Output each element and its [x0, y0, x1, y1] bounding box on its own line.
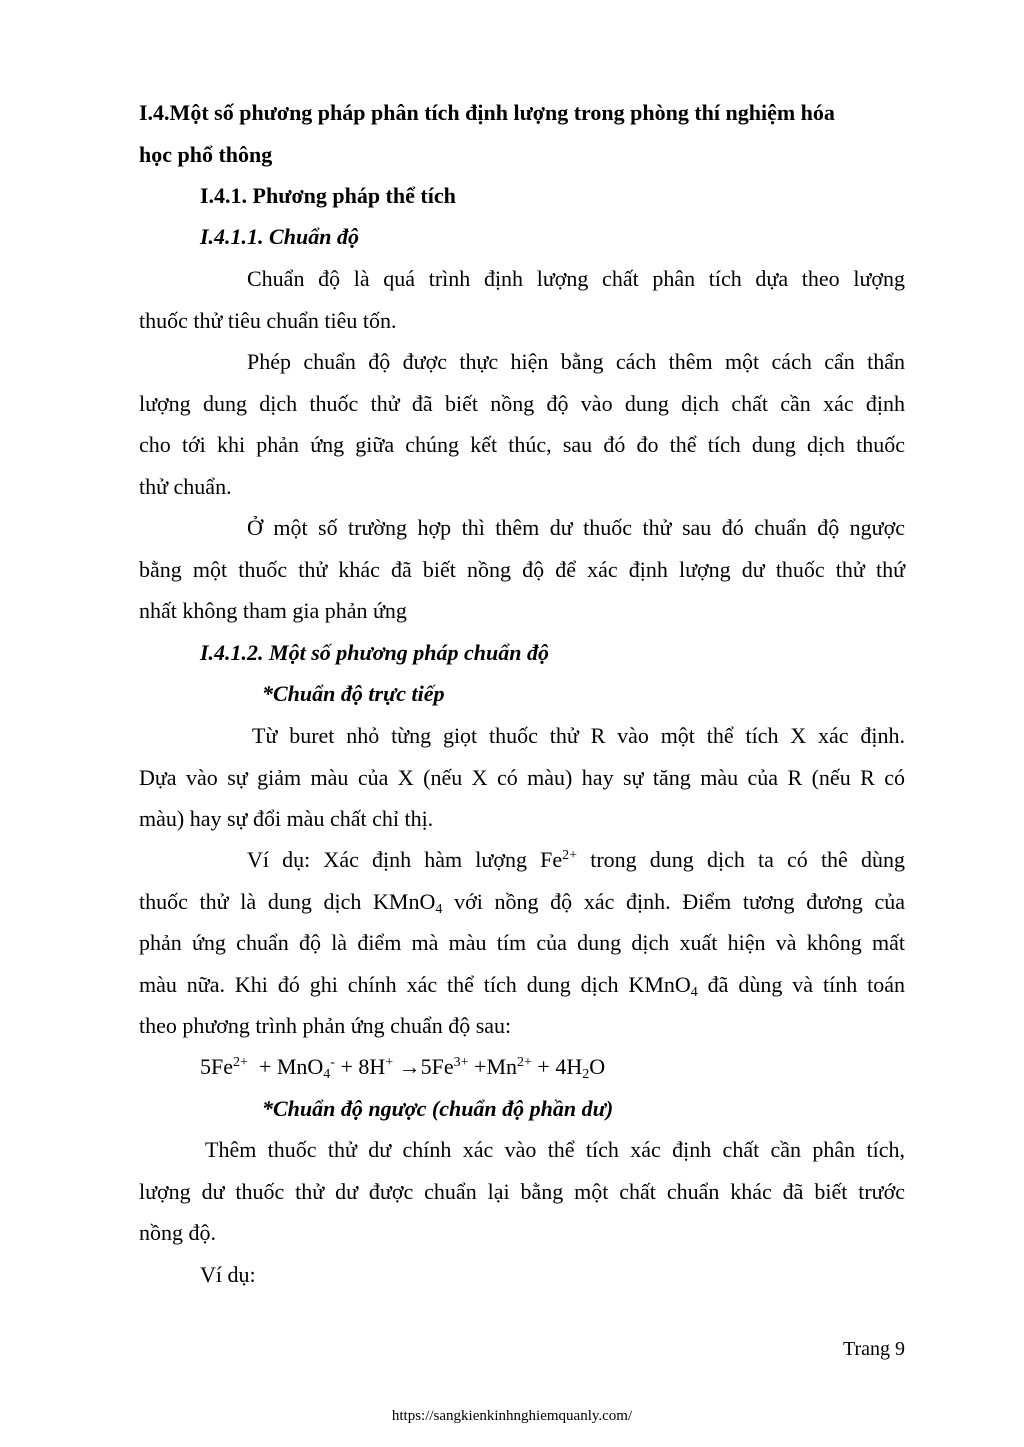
paragraph-line: lượng dư thuốc thử dư được chuẩn lại bằng một chất chuẩn khác đã biết trước	[139, 1178, 905, 1204]
section-heading-i411: I.4.1.1. Chuẩn độ	[200, 224, 359, 249]
section-heading-i412: I.4.1.2. Một số phương pháp chuẩn độ	[200, 640, 549, 665]
paragraph-line: thuốc thử tiêu chuẩn tiêu tốn.	[139, 307, 397, 333]
arrow-icon: →	[393, 1054, 421, 1079]
heading-line: học phổ thông	[139, 141, 273, 167]
paragraph-procedure	[139, 341, 905, 507]
paragraph-line: Ở một số trường hợp thì thêm dư thuốc thử sau đó chuẩn độ ngược	[247, 515, 905, 540]
paragraph-line: Ví dụ: Xác định hàm lượng $Fe^{2+}$ trong dung dịch ta có thê dùng	[247, 847, 905, 872]
paragraph-line: nồng độ.	[139, 1220, 216, 1245]
paragraph-line: nhất không tham gia phản ứng	[139, 598, 407, 623]
paragraph-line: Phép chuẩn độ được thực hiện bằng cách thêm một cách cẩn thẩn	[247, 349, 905, 374]
paragraph-line: cho tới khi phản ứng giữa chúng kết thúc, sau đó đo thể tích dung dịch thuốc	[139, 432, 905, 457]
page-number: Trang 9	[842, 1338, 905, 1360]
paragraph-back-titration	[139, 1129, 905, 1254]
footer-url: https://sangkienkinhnghiemquanly.com/	[391, 1408, 633, 1424]
paragraph-back-titration-note	[139, 507, 905, 632]
paragraph-definition	[139, 258, 905, 341]
paragraph-line: phản ứng chuẩn độ là điểm mà màu tím của dung dịch xuất hiện và không mất	[139, 930, 905, 955]
paragraph-line: lượng dung dịch thuốc thử đã biết nồng độ vào dung dịch chất cần xác định	[139, 390, 905, 416]
section-heading-i41: I.4.1. Phương pháp thể tích	[200, 183, 456, 208]
reaction-equation: $5Fe^{2+} + MnO_4^- + 8H^+ \to 5Fe^{3+} +Mn^{2+} + 4H_2O$	[200, 1054, 606, 1082]
paragraph-line: màu nữa. Khi đó ghi chính xác thể tích dung dịch KMnO$_4$ đã dùng và tính toán	[139, 971, 905, 1000]
paragraph-direct-titration	[139, 715, 905, 840]
paragraph-line: màu) hay sự đổi màu chất chỉ thị.	[139, 806, 434, 831]
paragraph-example-fe	[139, 839, 905, 1047]
paragraph-line: Dựa vào sự giảm màu của X (nếu X có màu) hay sự tăng màu của R (nếu R có	[139, 764, 905, 790]
paragraph-line: thử chuẩn.	[139, 473, 232, 499]
paragraph-line: theo phương trình phản ứng chuẩn độ sau:	[139, 1013, 512, 1038]
heading-line: I.4.Một số phương pháp phân tích định lượng trong phòng thí nghiệm hóa	[139, 100, 835, 125]
paragraph-line: Chuẩn độ là quá trình định lượng chất phân tích dựa theo lượng	[247, 266, 905, 291]
paragraph-line: Thêm thuốc thử dư chính xác vào thể tích xác định chất cần phân tích,	[205, 1137, 905, 1162]
section-heading-i4	[139, 92, 905, 175]
example-label: Ví dụ:	[200, 1262, 256, 1287]
paragraph-line: Từ buret nhỏ từng giọt thuốc thử R vào một thể tích X xác định.	[252, 723, 905, 748]
subheading-back-titration: *Chuẩn độ ngược (chuẩn độ phần dư)	[262, 1096, 614, 1121]
paragraph-line: thuốc thử là dung dịch KMnO$_4$ với nồng độ xác định. Điểm tương đương của	[139, 888, 905, 917]
subheading-direct-titration: *Chuẩn độ trực tiếp	[262, 681, 445, 706]
paragraph-line: bằng một thuốc thử khác đã biết nồng độ để xác định lượng dư thuốc thử thứ	[139, 556, 905, 582]
